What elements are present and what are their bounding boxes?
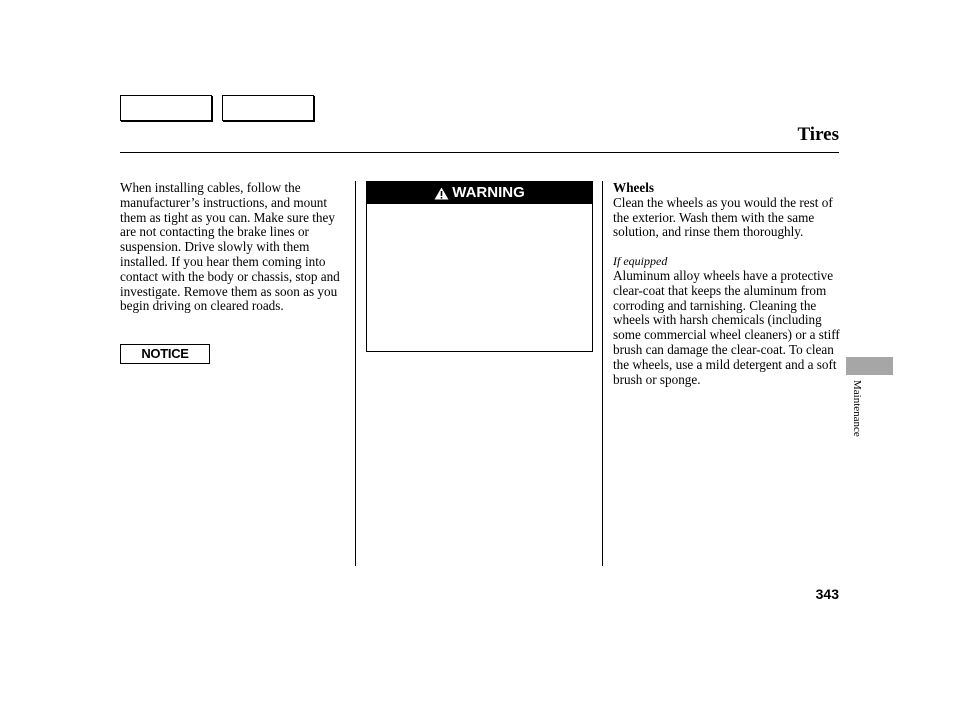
warning-label: WARNING: [452, 184, 525, 201]
previous-page-button[interactable]: [120, 95, 212, 121]
warning-triangle-icon: [434, 187, 449, 200]
section-tab[interactable]: [846, 357, 893, 375]
wheels-heading: Wheels: [613, 180, 655, 195]
column-divider-right: [602, 181, 603, 566]
notice-label: NOTICE: [120, 344, 210, 364]
column-divider-left: [355, 181, 356, 566]
title-divider: [120, 152, 839, 153]
column-right: [613, 181, 845, 387]
column-left: [120, 181, 348, 314]
page-number: 343: [815, 586, 839, 602]
cable-instructions-text: When installing cables, follow the manufacturer’s instructions, and mount them as tight as you can. Make sure they are not contacting the brake lines or suspension. Drive slowly with them installed. If you hear them coming into contact with the body or chassis, stop and investigate. Remove them as soon as you begin driving on cleared roads.: [120, 180, 340, 314]
page-title: Tires: [797, 124, 839, 145]
warning-box: [366, 181, 593, 352]
wheels-cleaning-text: Clean the wheels as you would the rest of the exterior. Wash them with the same solution, and rinse them thoroughly.: [613, 194, 833, 240]
alloy-wheels-text: Aluminum alloy wheels have a protective clear-coat that keeps the aluminum from corroding and tarnishing. Cleaning the wheels with harsh chemicals (including some commercial wheel cleaners) or a stiff brush can damage the clear-coat. To clean the wheels, use a mild detergent and a soft brush or sponge.: [613, 267, 840, 387]
if-equipped-note: If equipped: [613, 254, 668, 269]
next-page-button[interactable]: [222, 95, 314, 121]
section-tab-label: Maintenance: [851, 380, 863, 437]
warning-header: [367, 182, 592, 204]
